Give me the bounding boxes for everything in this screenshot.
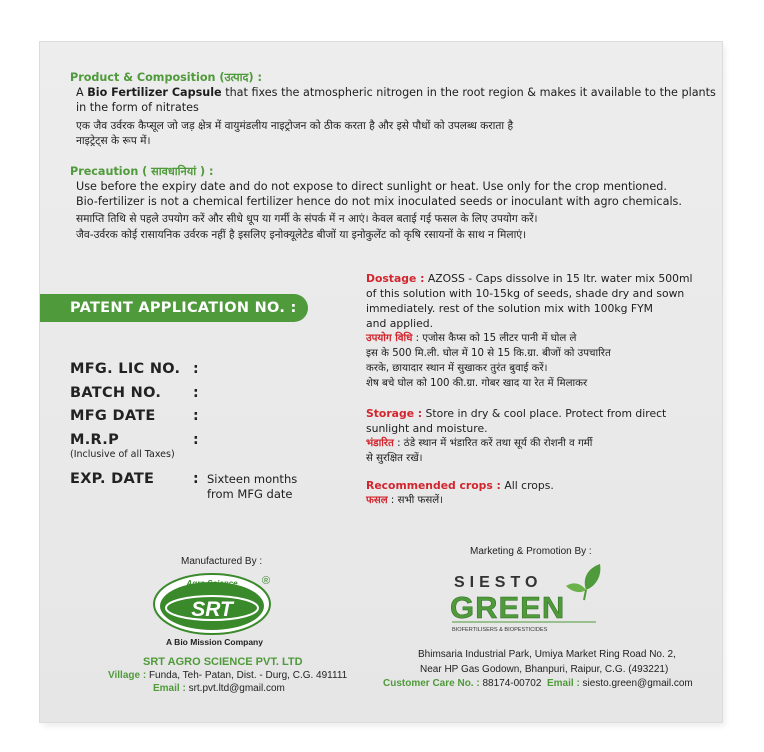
precaution-text: Use before the expiry date and do not expose to direct sunlight or heat. Use only for the crop mentioned. Bio-fertilizer is not a chemical fertilizer hence do not mix inoculated seeds or inoculant with agro chemicals.: [76, 180, 682, 208]
product-hindi: एक जैव उर्वरक कैप्सूल जो जड़ क्षेत्र में वायुमंडलीय नाइट्रोजन को ठीक करता है और इसे पौधों को उपलब्ध कराता है नाइट्रेट्स के रूप में।: [76, 120, 514, 147]
svg-text:SIESTO: SIESTO: [454, 574, 543, 591]
mfg-date-label: MFG DATE: [70, 408, 156, 424]
svg-text:SRT: SRT: [191, 598, 233, 621]
crops-section: Recommended crops : All crops. फसल : सभी फसलें।: [366, 479, 554, 506]
marketing-contact: Customer Care No. : 88174-00702 Email : siesto.green@gmail.com: [383, 678, 693, 689]
batch-label: BATCH NO.: [70, 385, 162, 401]
product-heading: Product & Composition (उत्पाद) :: [70, 71, 262, 84]
exp-date-colon: :: [193, 471, 199, 487]
svg-text:Agro Science: Agro Science: [186, 579, 238, 588]
mfg-lic-colon: :: [193, 361, 199, 377]
marketing-address-2: Near HP Gas Godown, Bhanpuri, Raipur, C.G. (493221): [420, 664, 669, 675]
patent-application-banner: PATENT APPLICATION NO. :: [40, 294, 308, 322]
srt-logo: [152, 572, 276, 636]
mrp-note: (Inclusive of all Taxes): [70, 449, 175, 460]
manufactured-by-label: Manufactured By :: [181, 556, 263, 567]
mfg-lic-label: MFG. LIC NO.: [70, 361, 181, 377]
siesto-green-logo: [448, 560, 618, 634]
exp-date-value: Sixteen months from MFG date: [207, 472, 298, 501]
storage-section: Storage : Store in dry & cool place. Protect from direct sunlight and moisture. भंडारित : ठंडे स्थान में भंडारित करें तथा सूर्य की रोशनी व गर्मी से सुरक्षित रखें।: [366, 407, 667, 464]
precaution-hindi: समाप्ति तिथि से पहले उपयोग करें और सीधे धूप या गर्मी के संपर्क में न आएं। केवल बताई गई फसल के लिए उपयोग करें। जैव-उर्वरक कोई रासायनिक उर्वरक नहीं है इसलिए इनोक्यूलेटेड बीजों या इनोकुलेंट को कृषि रसायनों के साथ न मिलाएं।: [76, 213, 538, 241]
svg-text:GREEN: GREEN: [450, 590, 566, 625]
product-description: A Bio Fertilizer Capsule that fixes the atmospheric nitrogen in the root region & makes it available to the plants in the form of nitrates: [76, 86, 716, 114]
dosage-section: Dostage : AZOSS - Caps dissolve in 15 ltr. water mix 500ml of this solution with 10-15kg of seeds, shade dry and sown immediately. rest of the solution mix with 100kg FYM and applied. उपयोग विधि : एजोस कैप्स को 15 लीटर पानी में घोल ले इस के 500 मि.ली. घोल में 10 से 15 कि.ग्रा. बीजों को उपचारित करके, छायादार स्थान में सुखाकर तुरंत बुवाई करें। शेष बचे घोल को 100 की.ग्रा. गोबर खाद या रेत में मिलाकर: [366, 272, 693, 389]
marketing-address-1: Bhimsaria Industrial Park, Umiya Market Ring Road No. 2,: [418, 649, 676, 660]
srt-email: Email : srt.pvt.ltd@gmail.com: [153, 683, 285, 694]
mrp-colon: :: [193, 432, 199, 448]
batch-colon: :: [193, 385, 199, 401]
exp-date-label: EXP. DATE: [70, 471, 155, 487]
srt-company-name: SRT AGRO SCIENCE PVT. LTD: [143, 656, 303, 668]
mfg-date-colon: :: [193, 408, 199, 424]
precaution-heading: Precaution ( सावधानियां ) :: [70, 165, 214, 178]
srt-village: Village : Funda, Teh- Patan, Dist. - Durg, C.G. 491111: [108, 670, 348, 681]
marketing-by-label: Marketing & Promotion By :: [470, 546, 592, 557]
mrp-label: M.R.P: [70, 432, 120, 448]
srt-tagline: A Bio Mission Company: [166, 637, 263, 647]
svg-text:BIOFERTILISERS & BIOPESTICIDES: BIOFERTILISERS & BIOPESTICIDES: [452, 627, 548, 633]
registered-mark: ®: [262, 575, 271, 587]
